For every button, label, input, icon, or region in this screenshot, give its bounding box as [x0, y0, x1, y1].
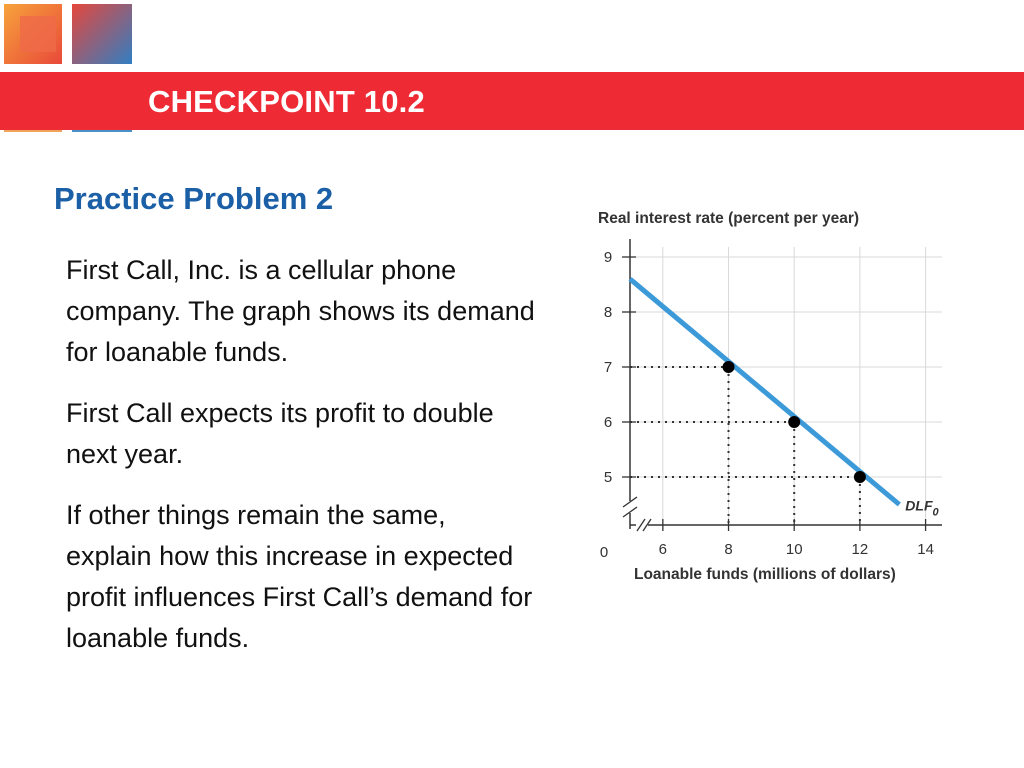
paragraph-2: First Call expects its profit to double next year.	[66, 398, 494, 469]
y-tick-label: 6	[603, 414, 613, 431]
y-axis-label: Real interest rate (percent per year)	[598, 210, 860, 227]
origin-label: 0	[599, 544, 609, 561]
data-point	[788, 416, 800, 428]
dotted-guides	[630, 367, 860, 525]
x-tick-label: 12	[851, 541, 869, 558]
checkpoint-title: CHECKPOINT 10.2	[148, 84, 425, 119]
axes	[622, 239, 942, 531]
y-tick-label: 5	[603, 469, 613, 486]
x-tick-label: 14	[917, 541, 934, 558]
paragraph-3: If other things remain the same, explain how this increase in expected profit influences First Call’s demand for loanable funds.	[66, 500, 533, 653]
series	[630, 279, 940, 519]
demand-curve-line	[630, 279, 899, 505]
y-tick-label: 7	[603, 359, 613, 376]
x-tick-label: 10	[785, 541, 803, 558]
series-label: $DLF_0$	[905, 497, 939, 519]
data-point	[723, 361, 735, 373]
x-tick-label: 6	[658, 541, 668, 558]
header-banner	[0, 72, 1024, 130]
data-point	[854, 471, 866, 483]
problem-text	[66, 250, 536, 679]
y-tick-label: 8	[603, 304, 613, 321]
x-tick-label: 8	[724, 541, 733, 558]
loanable-funds-chart	[590, 195, 950, 595]
paragraph-1: First Call, Inc. is a cellular phone company. The graph shows its demand for loanable funds.	[66, 255, 535, 367]
y-tick-label: 9	[603, 249, 613, 266]
x-axis-label: Loanable funds (millions of dollars)	[634, 566, 896, 583]
grid	[630, 247, 942, 521]
problem-title: Practice Problem 2	[54, 181, 334, 216]
